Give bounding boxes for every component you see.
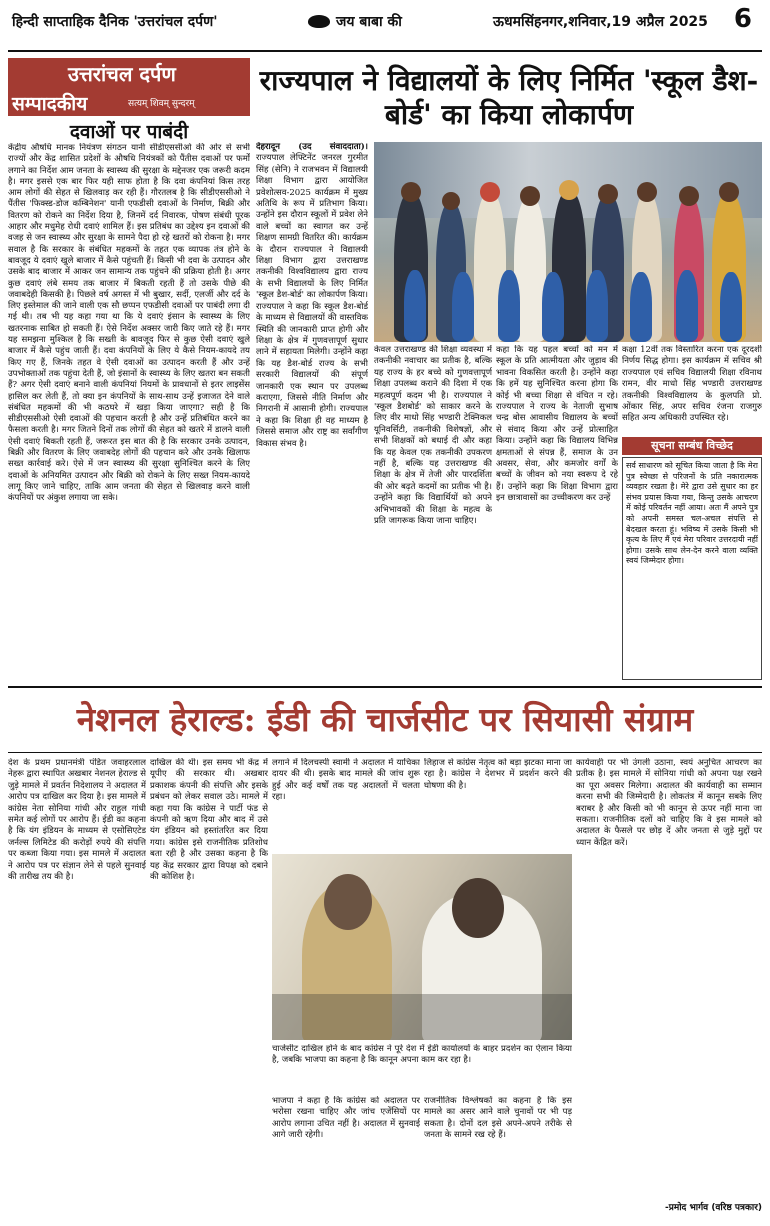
lead-photo — [374, 142, 762, 342]
second-column-2: दाखिल की थी। इस समय भी केंद्र में यूपीए की सरकार थी। अखबार प्रकाशक कंपनी की संपत्ति और इसके प्रबंधन को लेकर सवाल उठे। मामले में कहा गया कि कांग्रेस ने पार्टी फंड से कंपनी को ऋण दिया और बाद में उसे यंग इंडियन को हस्तांतरित कर दिया गया। कांग्रेस इसे राजनीतिक प्रतिशोध बता रही है और उसका कहना है कि यह केंद्र सरकार द्वारा विपक्ष को दबाने की कोशिश है। — [150, 758, 268, 883]
byline: -प्रमोद भार्गव (वरिष्ठ पत्रकार) — [664, 1203, 762, 1213]
second-photo — [272, 854, 572, 1040]
page-number: 6 — [733, 4, 752, 34]
editorial-masthead — [8, 58, 250, 116]
second-column-3: लगाने में दिलचस्पी स्वामी ने अदालत में याचिका दायर की थी। इसके बाद मामले की जांच शुरू हुई और कई वर्षों तक यह अदालतों में चलता रहा। — [272, 758, 420, 803]
place-date: ऊधमसिंहनगर,शनिवार,19 अप्रैल 2025 — [493, 14, 708, 30]
lead-column-3: कहा कि यह पहल बच्चों को मन में स्कूल के प्रति आत्मीयता और जुड़ाव की भावना विकसित करती है। उन्होंने कहा कि हमें यह सुनिश्चित करना होगा कि कोई भी बच्चा शिक्षा से वंचित न रहे। राज्यपाल ने राज्य के नेताजी सुभाष चन्द्र बोस आवासीय विद्यालय के बच्चों से संवाद किया और उन्हें प्रोत्साहित किया। उन्होंने कहा कि विद्यालय विभिन्न क्षमताओं से संपन्न हैं, समाज के उन अवसर, सेवा, और कमजोर वर्गों के बच्चों के जीवन को नया स्वरूप दे रहे हैं। उन्होंने कहा कि शिक्षा विभाग द्वारा इन छात्रावासों का उच्चीकरण कर उन्हें — [496, 345, 618, 504]
lead-column-2: केवल उत्तराखण्ड की शिक्षा व्यवस्था में तकनीकी नवाचार का प्रतीक है, बल्कि यह राज्य के हर बच्चे को गुणवत्तापूर्ण शिक्षा उपलब्ध कराने की दिशा में एक महत्वपूर्ण कदम भी है। राज्यपाल ने 'स्कूल डैशबोर्ड' को साकार करने के लिए वीर माधो सिंह भण्डारी टेक्निकल यूनिवर्सिटी, तकनीकी विशेषज्ञों, और सभी शिक्षकों को बधाई दी और कहा कि यह केवल एक तकनीकी उपकरण नहीं है, बल्कि यह उत्तराखण्ड की शिक्षा के क्षेत्र में तेजी और पारदर्शिता की ओर बढ़ते कदमों का प्रतीक भी है। उन्होंने कहा कि विद्यार्थियों को अपने अभिभावकों की शिक्षा के महत्व के प्रति जागरूक किया जाना चाहिए। — [374, 345, 492, 527]
editorial-title: दवाओं पर पाबंदी — [69, 121, 189, 143]
second-column-4: लिहाज से कांग्रेस नेतृत्व को बड़ा झटका माना जा रहा है। कांग्रेस ने देशभर में प्रदर्शन करने की घोषणा की है। — [424, 758, 572, 791]
lead-dateline: देहरादून (उद संवाददाता)। — [256, 142, 368, 152]
second-column-1: देश के प्रथम प्रधानमंत्री पंडित जवाहरलाल नेहरू द्वारा स्थापित अखबार नेशनल हेराल्ड से जुड़े मामले में प्रवर्तन निदेशालय ने अदालत में आरोप पत्र दाखिल कर दिया है। इस मामले में कांग्रेस नेता सोनिया गांधी और राहुल गांधी समेत कई लोगों पर आरोप हैं। ईडी का कहना है कि यंग इंडियन के माध्यम से एसोसिएटेड जर्नल्स लिमिटेड की करोड़ों रुपये की संपत्ति पर कब्जा किया गया। इस मामले में अदालत ने आरोप पत्र पर संज्ञान लेने से पहले सुनवाई की तारीख तय की है। — [8, 758, 146, 883]
lead-headline: राज्यपाल ने विद्यालयों के लिए निर्मित 'स्कूल डैश-बोर्ड' का किया लोकार्पण — [259, 64, 759, 131]
slogan-text: जय बाबा की — [336, 14, 402, 30]
page-header — [8, 4, 762, 52]
lead-column-1 — [256, 142, 368, 680]
lamp-icon — [308, 15, 330, 28]
second-headline: नेशनल हेराल्ड: ईडी की चार्जसीट पर सियासी संग्राम — [76, 700, 694, 739]
publication-name: हिन्दी साप्ताहिक दैनिक 'उत्तरांचल दर्पण' — [12, 14, 218, 30]
editorial-body: केंद्रीय औषधि मानक नियंत्रण संगठन यानी सीडीएससीओ की ओर से सभी राज्यों और केंद्र शासित प्रदेशों के औषधि नियंत्रकों को पैंतीस दवाओं पर फर्मों लगाने का निर्देश आम जनता के स्वास्थ्य की सुरक्षा के मद्देनजर एक जरूरी कदम है। मगर इससे एक बार फिर यही साफ होता है कि दवा कंपनियां किस तरह आम लोगों की सेहत से खिलवाड़ कर रही हैं। गौरतलब है कि सीडीएससीओ ने पैंतीस 'फिक्स्ड-डोज कम्बिनेशन' यानी एफडीसी दवाओं के निर्माण, बिक्री और वितरण को रोकने का निर्देश दिया है, जिनमें दर्द निवारक, पोषण संबंधी पूरक आहार और मधुमेह रोधी दवाएं शामिल हैं। इस प्रतिबंध का उद्देश्य इन दवाओं की वजह से जन स्वास्थ्य और सुरक्षा के सामने पैदा हो रहे खतरों को रोकना है। मगर सवाल है कि सरकार के संबंधित महकमों के तहत एक व्यापक तंत्र होने के बावजूद ये दवाएं खुले बाजार में कैसे पहुंचती हैं। किसी भी दवा के उत्पादन और उसके बाद बाजार में आकर जन सामान्य तक पहुंचने की प्रक्रिया होती है। अगर कुछ दवाएं लंबे समय तक बाजार में बिकती रहती हैं तो उसके पीछे की जवाबदेही किसकी है। पिछले वर्ष अगस्त में भी बुखार, सर्दी, एलर्जी और दर्द के लिए इस्तेमाल की जाने वाली एक सौ छप्पन एफडीसी दवाओं पर पाबंदी लगा दी गई थी। तब भी यह कहा गया था कि ये दवाएं इंसान के स्वास्थ्य के लिए खतरनाक साबित हो सकती हैं। ऐसे निर्देश अक्सर जारी किए जाते रहे हैं। मगर यह समझना मुश्किल है कि सख्ती के बावजूद फिर से कुछ ऐसी दवाएं खुले बाजार में कैसे पहुंच जाती हैं। दवा कंपनियों के लिए ये कैसे नियम-कायदे तय किए गए हैं, जिनके तहत वे ऐसी दवाओं का उत्पादन करती हैं और उन्हें उपभोक्ताओं तक पहुंचा देती हैं, जो इंसानों के स्वास्थ्य के लिए खतरा बन सकती हैं? अगर ऐसी दवाएं बनाने वाली कंपनियां नियमों के प्रावधानों से इतर लाइसेंस हासिल कर लेती हैं, तो क्या इन कंपनियों के साथ-साथ उन्हें इजाजत देने वाले संबंधित महकमों की भी कठघरे में खड़ा किया जाएगा? सही है कि सीडीएससीओ ऐसी दवाओं की पहचान करती है और उन्हें प्रतिबंधित करने का फैसला करती है। मगर जितने दिनों तक लोगों की सेहत को खतरे में डालने वाली ऐसी दवाएं बिकती रहती हैं, जरूरत इस बात की है कि सरकार उनके उत्पादन, बिक्री और वितरण के लिए जवाबदेह लोगों की पहचान करे और उनके खिलाफ सख्त कार्रवाई करे। ऐसे में जन स्वास्थ्य की सुरक्षा सुनिश्चित करने के लिए दवाओं के अनियमित उत्पादन और बिक्री को रोकने के लिए सख्त नियम-कायदे लागू किए जाने चाहिए, ताकि आम जनता की सेहत से खिलवाड़ करने वाली कंपनियों पर अंकुश लगाया जा सके। — [8, 143, 250, 504]
headline-divider — [8, 752, 762, 753]
slogan — [308, 12, 402, 31]
second-column-3b: भाजपा ने कहा है कि कांग्रेस को अदालत पर भरोसा रखना चाहिए और जांच एजेंसियों पर आरोप लगाना उचित नहीं है। अदालत में सुनवाई आगे जारी रहेगी। — [272, 1096, 420, 1141]
second-photo-caption: चार्जसीट दाखिल होने के बाद कांग्रेस ने पूरे देश में ईडी कार्यालयों के बाहर प्रदर्शन का ऐलान किया है, जबकि भाजपा का कहना है कि कानून अपना काम कर रहा है। — [272, 1044, 572, 1066]
second-column-4b: राजनीतिक विश्लेषकों का कहना है कि इस मामले का असर आने वाले चुनावों पर भी पड़ सकता है। दोनों दल इसे अपने-अपने तरीके से जनता के सामने रख रहे हैं। — [424, 1096, 572, 1141]
masthead-section: सम्पादकीय — [12, 93, 88, 115]
second-column-5: कार्यवाही पर भी उंगली उठाना, स्वयं अनुचित आचरण का प्रतीक है। इस मामले में सोनिया गांधी को अपना पक्ष रखने का पूरा अवसर मिलेगा। अदालत की कार्यवाही का सम्मान करना सभी की जिम्मेदारी है। लोकतंत्र में कानून सबके लिए बराबर है और किसी को भी कानून से ऊपर नहीं माना जा सकता। राजनीतिक दलों को चाहिए कि वे इस मामले को अदालत के फैसले पर छोड़ दें और जनता से जुड़े मुद्दों पर ध्यान केंद्रित करें। — [576, 758, 762, 848]
notice-body: सर्व साधारण को सूचित किया जाता है कि मेरा पुत्र स्वेच्छा से परिजनों के प्रति नकारात्मक व्यवहार रखता है। मेरे द्वारा उसे सुधार का हर संभव प्रयास किया गया, किन्तु उसके आचरण में कोई परिवर्तन नहीं आया। अतः मैं अपने पुत्र को अपनी समस्त चल-अचल संपत्ति से बेदखल करता हूं। भविष्य में उसके किसी भी कृत्य के लिए मैं एवं मेरा परिवार उत्तरदायी नहीं होगा। उसके साथ लेन-देन करने वाला व्यक्ति स्वयं जिम्मेदार होगा। — [622, 457, 762, 680]
masthead-title: उत्तरांचल दर्पण — [68, 62, 176, 86]
notice-title: सूचना सम्बंध विच्छेद — [622, 437, 762, 455]
lead-column-1-text: राज्यपाल लेफ्टिनेंट जनरल गुरमीत सिंह (सेनि) ने राजभवन में विद्यालयी शिक्षा विभाग द्वारा आयोजित प्रवेशोत्सव-2025 कार्यक्रम में मुख्य अतिथि के रूप में प्रतिभाग किया। उन्होंने इस दौरान स्कूलों में प्रवेश लेने वाले बच्चों का स्वागत कर उन्हें शिक्षण सामग्री वितरित की। कार्यक्रम के दौरान राज्यपाल ने विद्यालयी शिक्षा विभाग द्वारा उत्तराखण्ड तकनीकी विश्वविद्यालय द्वारा राज्य के सभी विद्यालयों के लिए निर्मित 'स्कूल डैश-बोर्ड' का लोकार्पण किया। राज्यपाल ने कहा कि स्कूल डैश-बोर्ड के माध्यम से विद्यालयों की वास्तविक स्थिति की जानकारी प्राप्त होगी और शिक्षा के क्षेत्र में गुणवत्तापूर्ण सुधार लाने में सहायता मिलेगी। उन्होंने कहा कि यह डैश-बोर्ड राज्य के सभी सरकारी विद्यालयों की संपूर्ण जानकारी एक स्थान पर उपलब्ध कराएगा, जिससे नीति निर्माण और निगरानी में आसानी होगी। राज्यपाल ने कहा कि शिक्षा ही वह माध्यम है जिससे समाज और राष्ट्र का सर्वांगीण विकास संभव है। — [256, 153, 368, 449]
masthead-motto: सत्यम् शिवम् सुन्दरम् — [128, 99, 195, 109]
section-divider — [8, 686, 762, 688]
lead-column-4: कक्षा 12वीं तक विस्तारित करना एक दूरदर्शी निर्णय सिद्ध होगा। इस कार्यक्रम में सचिव श्री राज्यपाल एवं सचिव विद्यालयी शिक्षा रविनाथ रामन, वीर माधो सिंह भण्डारी उत्तराखण्ड तकनीकी विश्वविद्यालय के कुलपति प्रो. ओंकार सिंह, अपर सचिव रंजना राजगुरु सहित अन्य अधिकारी उपस्थित रहे। — [622, 345, 762, 424]
